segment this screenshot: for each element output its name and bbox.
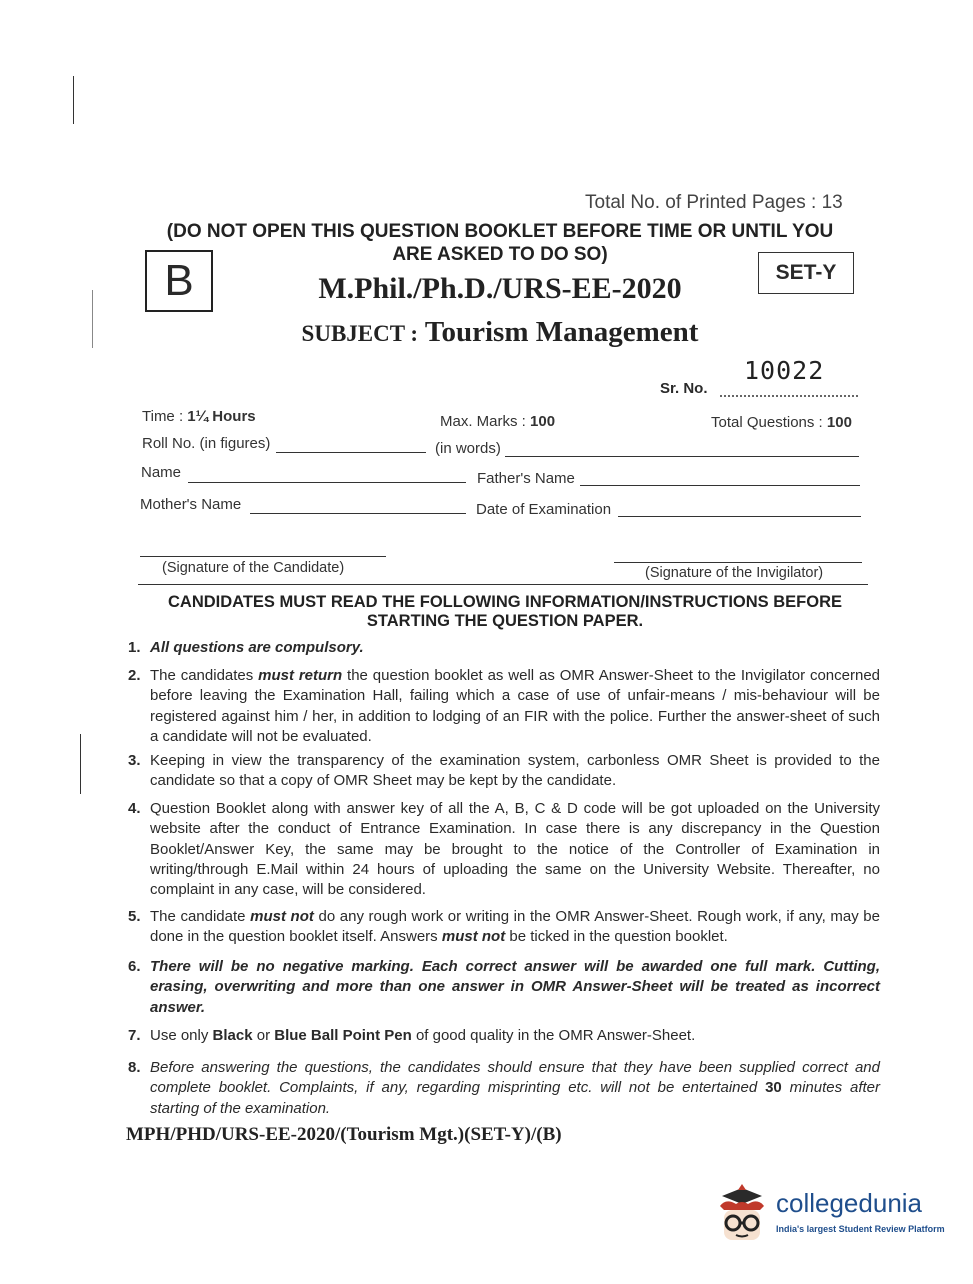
instruction-text: The candidates must return the question booklet as well as OMR Answer-Sheet to the Invigilator concerned before leaving the Examination Hall, failing which a case of use of unfair-means / mis-behaviour will be registered against him / her, in addition to lodging of an FIR with the police. Further the answer-sheet of such a candidate will not be evaluated. [150, 667, 881, 745]
instruction-text: Question Booklet along with answer key of all the A, B, C & D code will be got uploaded on the University website after the conduct of Entrance Examination. In case there is any discrepancy in the Question Booklet/Answer Key, the same may be brought to the notice of the Controller of Examination in writing/through E.Mail within 24 hours of uploading the same on the University Website. Thereafter, no complaint in any case, will be considered. [150, 800, 880, 899]
instruction-text: Use only Black or Blue Ball Point Pen of good quality in the OMR Answer-Sheet. [150, 1027, 696, 1044]
printed-pages: Total No. of Printed Pages : 13 [585, 192, 843, 213]
instruction-number: 2. [128, 667, 141, 684]
mothers-name-label: Mother's Name [140, 496, 242, 513]
instruction-number: 7. [128, 1027, 141, 1044]
instruction-text: There will be no negative marking. Each correct answer will be awarded one full mark. Cutting, erasing, overwriting and more than one answer in OMR Answer-Sheet will be treated as incorrect answer. [150, 958, 880, 1016]
warning-notice [150, 220, 850, 266]
invigilator-signature-label: (Signature of the Invigilator) [645, 565, 824, 581]
total-questions-label: Total Questions : [711, 414, 827, 431]
subject [230, 316, 770, 349]
mascot-icon [712, 1184, 772, 1246]
warning-line: (DO NOT OPEN THIS QUESTION BOOKLET BEFORE TIME OR UNTIL YOU [166, 221, 834, 242]
instructions-heading-line: CANDIDATES MUST READ THE FOLLOWING INFORMATION/INSTRUCTIONS BEFORE [167, 593, 843, 611]
instruction-number: 5. [128, 908, 141, 925]
candidate-signature-line[interactable] [140, 556, 386, 557]
max-marks [440, 413, 555, 430]
divider [138, 584, 868, 585]
candidate-signature-label: (Signature of the Candidate) [162, 560, 345, 576]
collegedunia-watermark [712, 1184, 945, 1246]
instruction-item [128, 751, 880, 792]
emphasis: Blue Ball Point Pen [274, 1027, 412, 1044]
name-label: Name [141, 464, 182, 481]
instruction-number: 3. [128, 752, 141, 769]
instruction-item [128, 1058, 880, 1119]
roll-no-figures-label: Roll No. (in figures) [142, 435, 271, 452]
fathers-name-field[interactable] [580, 485, 860, 486]
serial-number-label: Sr. No. [660, 380, 708, 397]
name-field[interactable] [188, 482, 466, 483]
emphasis: Black [212, 1027, 253, 1044]
date-of-exam-field[interactable] [618, 516, 861, 517]
time [142, 408, 256, 425]
instruction-text: Before answering the questions, the candidates should ensure that they have been supplied correct and complete booklet. Complaints, if any, regarding misprinting etc. will not be entertained 30 minutes after starting of the examination. [150, 1059, 880, 1117]
instruction-number: 6. [128, 958, 141, 975]
logo-tagline: India's largest Student Review Platform [776, 1224, 945, 1234]
date-of-exam-label: Date of Examination [476, 501, 612, 518]
fathers-name-label: Father's Name [477, 470, 575, 487]
time-label: Time : [142, 408, 188, 425]
margin-mark [92, 290, 93, 348]
invigilator-signature-line[interactable] [614, 562, 862, 563]
warning-line: ARE ASKED TO DO SO) [392, 244, 608, 265]
instruction-item [128, 638, 880, 658]
max-marks-label: Max. Marks : [440, 413, 531, 430]
emphasis: must return [258, 667, 343, 684]
instruction-item [128, 1026, 880, 1046]
max-marks-value: 100 [530, 413, 556, 430]
roll-no-words-field[interactable] [505, 456, 859, 457]
roll-no-figures-field[interactable] [276, 452, 426, 453]
emphasis: 30 [765, 1079, 782, 1097]
instruction-text: All questions are compulsory. [150, 639, 364, 656]
mothers-name-field[interactable] [250, 513, 466, 514]
emphasis: must not [250, 908, 314, 925]
subject-value: Tourism Management [424, 316, 699, 348]
footer-code: MPH/PHD/URS-EE-2020/(Tourism Mgt.)(SET-Y)/(B) [126, 1124, 562, 1145]
instructions-heading-line: STARTING THE QUESTION PAPER. [366, 612, 644, 630]
set-box: SET-Y [758, 252, 854, 294]
time-value: 1¼ Hours [187, 408, 256, 425]
instruction-number: 4. [128, 800, 141, 817]
instructions-heading [140, 593, 870, 631]
instruction-text: The candidate must not do any rough work or writing in the OMR Answer-Sheet. Rough work, if any, may be done in the question booklet itself. Answers must not be ticked in the question booklet. [150, 908, 880, 946]
roll-no-words-label: (in words) [435, 440, 501, 457]
serial-number-dots [720, 383, 858, 397]
subject-label: SUBJECT : [301, 321, 419, 346]
serial-number: 10022 [744, 356, 825, 385]
instruction-number: 1. [128, 639, 141, 656]
margin-mark [80, 734, 81, 794]
emphasis: must not [441, 928, 506, 946]
total-questions [711, 414, 852, 431]
instruction-item [128, 907, 880, 948]
instruction-number: 8. [128, 1059, 141, 1076]
instruction-item [128, 957, 880, 1018]
instruction-text: Keeping in view the transparency of the examination system, carbonless OMR Sheet is provided to the candidate so that a copy of OMR Sheet may be kept by the candidate. [150, 752, 880, 790]
total-questions-value: 100 [826, 414, 852, 431]
exam-code: M.Phil./Ph.D./URS-EE-2020 [318, 272, 682, 305]
logo-name: collegedunia [776, 1188, 923, 1218]
instruction-item [128, 799, 880, 900]
booklet-code-box: B [145, 250, 213, 312]
margin-mark [73, 76, 74, 124]
instruction-item [128, 666, 880, 747]
